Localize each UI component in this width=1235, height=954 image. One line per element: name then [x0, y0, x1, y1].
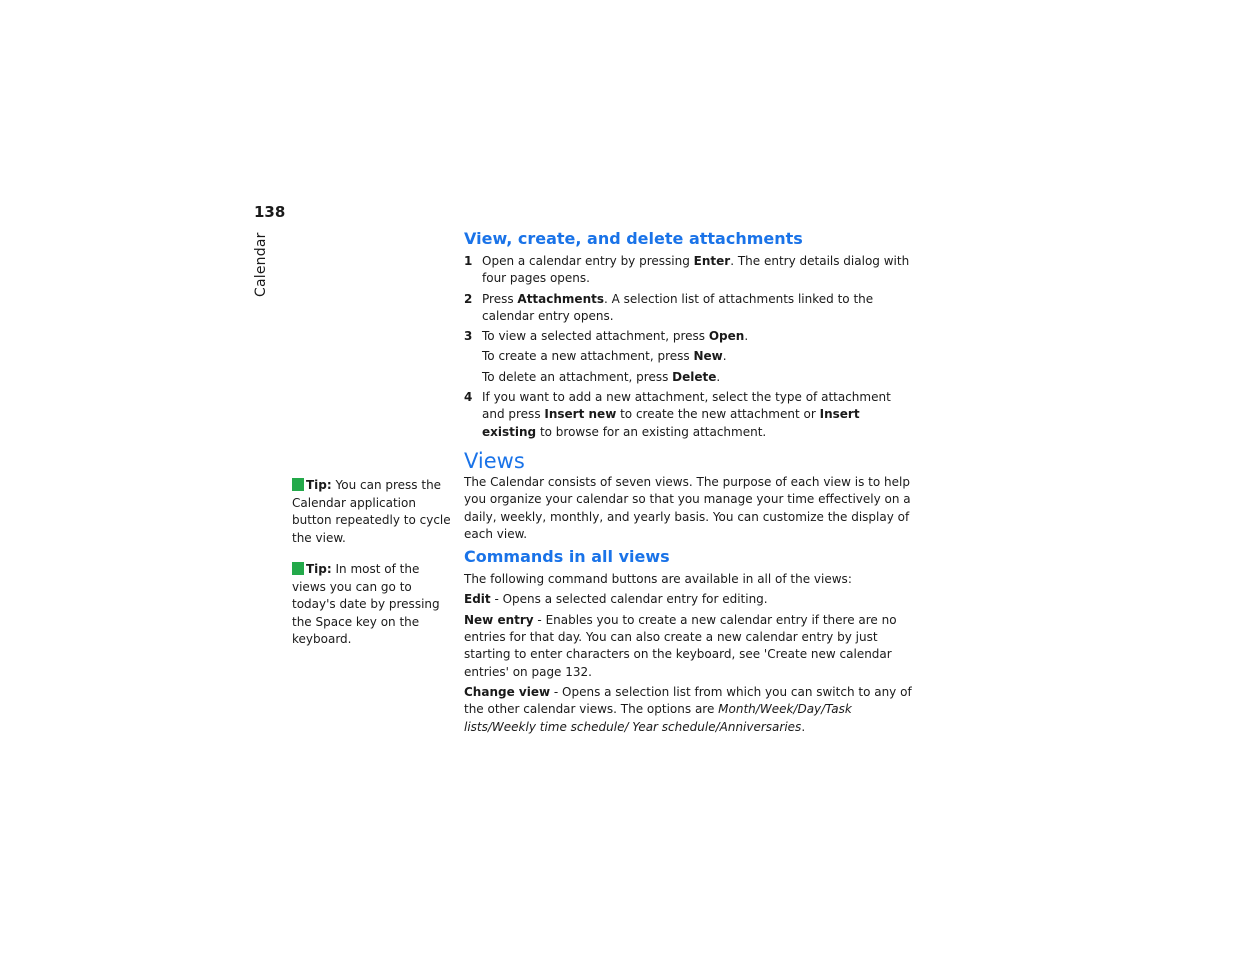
commands-intro: The following command buttons are available in all of the views: — [464, 572, 852, 587]
attachments-steps — [464, 253, 912, 441]
step-keyword: Enter — [693, 254, 731, 268]
tip-box — [292, 477, 452, 547]
command-item — [464, 612, 912, 681]
step-item — [464, 389, 912, 441]
command-term: Change view — [464, 684, 551, 699]
step-number: 2 — [464, 291, 473, 306]
tip-label: Tip: — [306, 562, 332, 576]
tip-text: In most of the views you can go to today's date by pressing the Space key on the keyboard. — [292, 562, 440, 646]
step-item — [464, 253, 912, 288]
page-number: 138 — [254, 203, 286, 221]
command-text: - Opens a selection list from which you can switch to any of the other calendar views. The options are — [464, 684, 912, 717]
command-text: . — [801, 719, 806, 734]
step-keyword: Insert existing — [482, 407, 860, 439]
step-text: to browse for an existing attachment. — [536, 424, 767, 439]
step-text: To view a selected attachment, press — [482, 329, 709, 344]
step-text: Open a calendar entry by pressing — [482, 254, 694, 268]
command-item — [464, 591, 912, 608]
step-text: Press — [482, 291, 518, 306]
tip-box — [292, 561, 452, 649]
step-keyword: New — [693, 349, 723, 364]
tip-icon — [292, 562, 304, 575]
step-text: . A selection list of attachments linked to the calendar entry opens. — [482, 291, 874, 323]
step-number: 4 — [464, 390, 473, 405]
step-number: 1 — [464, 254, 473, 268]
tip-icon — [292, 478, 304, 491]
step-keyword: Open — [708, 329, 745, 344]
command-text: - Enables you to create a new calendar entry if there are no entries for that day. You can also create a new calendar entry by just starting to enter characters on the keyboard, see 'Create new calendar entries' on page 132. — [464, 612, 897, 679]
step-item — [464, 328, 912, 386]
step-subline: To delete an attachment, press Delete. — [482, 369, 721, 384]
tip-text: You can press the Calendar application button repeatedly to cycle the view. — [292, 478, 451, 545]
step-keyword: Attachments — [517, 291, 604, 306]
main-content — [464, 228, 912, 739]
views-heading: Views — [464, 448, 525, 473]
command-text: - Opens a selected calendar entry for editing. — [490, 592, 768, 607]
attachments-heading: View, create, and delete attachments — [464, 229, 803, 248]
step-text: If you want to add a new attachment, select the type of attachment and press — [482, 390, 891, 422]
step-item — [464, 291, 912, 326]
views-intro: The Calendar consists of seven views. The purpose of each view is to help you organize your calendar so that you manage your time effectively on a daily, weekly, monthly, and yearly basis. You can customize the display of each view. — [464, 474, 911, 541]
commands-heading: Commands in all views — [464, 547, 670, 567]
step-text: . The entry details dialog with four pages opens. — [482, 254, 910, 286]
step-subline: To create a new attachment, press New. — [482, 349, 727, 364]
command-term: New entry — [464, 612, 534, 627]
chapter-title: Calendar — [253, 232, 269, 297]
command-item — [464, 684, 912, 736]
command-term: Edit — [464, 592, 491, 607]
step-keyword: Delete — [672, 369, 717, 384]
step-keyword: Insert new — [544, 407, 617, 422]
tip-label: Tip: — [306, 478, 332, 492]
view-options: Month/Week/Day/Task lists/Weekly time schedule/ Year schedule/Anniversaries — [464, 702, 852, 734]
step-number: 3 — [464, 329, 473, 344]
step-text: to create the new attachment or — [616, 407, 820, 422]
step-text: . — [744, 329, 749, 344]
